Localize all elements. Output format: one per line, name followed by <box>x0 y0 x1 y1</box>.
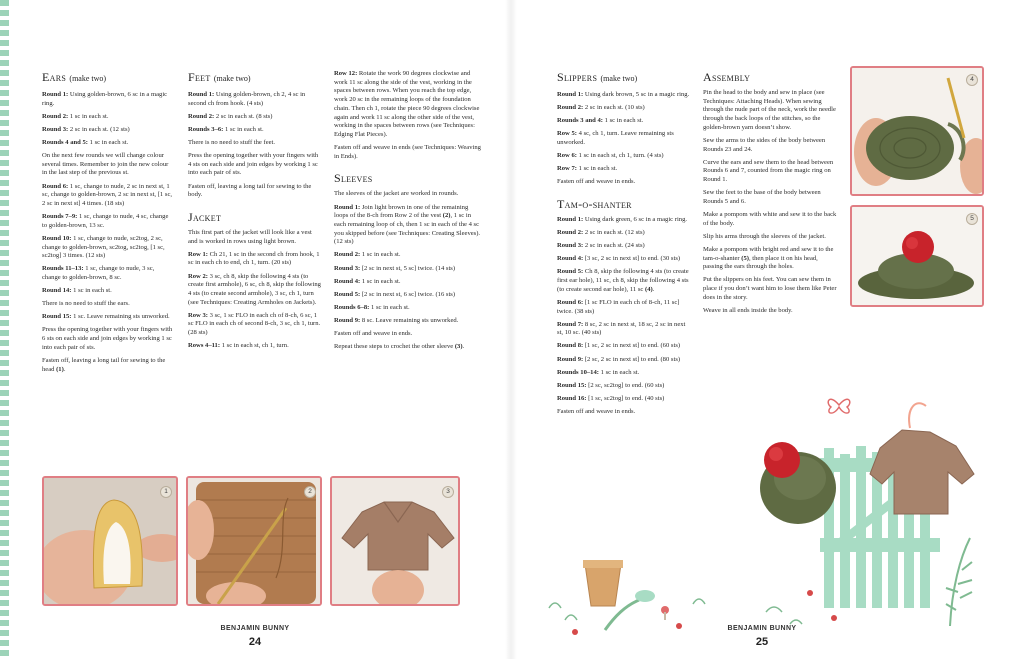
feet-rounds-3-6: Rounds 3–6: 1 sc in each st. <box>188 125 264 133</box>
assembly-step-4: Sew the feet to the base of the body between Rounds 5 and 6. <box>703 189 821 205</box>
sleeves-round-9: Round 9: 8 sc. Leave remaining sts unworked. <box>334 316 459 324</box>
slippers-round-1: Round 1: Using dark brown, 5 sc in a magic ring. <box>557 91 690 98</box>
sleeves-round-4: Round 4: 1 sc in each st. <box>334 277 401 285</box>
photo-hat-brim <box>850 66 984 196</box>
photo-vest <box>186 476 322 606</box>
assembly-step-1: Pin the head to the body and sew in place (see Techniques: Attaching Heads). When sewing through the nude part of the neck, work the needle through the back loops of the stitches, so the golden-brown yarn doesn’t show. <box>703 89 836 131</box>
butterfly-illustration <box>825 393 853 417</box>
ears-no-stuff: There is no need to stuff the ears. <box>42 300 130 308</box>
ears-rounds-11-13: Rounds 11–13: 1 sc, change to nude, 3 sc, change to golden-brown, 8 sc. <box>42 265 155 282</box>
slippers-row-7: Row 7: 1 sc in each st. <box>557 165 618 173</box>
ears-fasten: Fasten off, leaving a long tail for sewing to the head (1). <box>42 356 166 373</box>
hat-brim-illustration <box>852 68 984 196</box>
jacket-heading: Jacket <box>188 209 222 224</box>
sleeves-round-3: Round 3: [2 sc in next st, 5 sc] twice. (14 sts) <box>334 264 456 272</box>
slippers-row-6: Row 6: 1 sc in each st, ch 1, turn. (4 sts) <box>557 152 664 160</box>
garden-pot-illustration <box>545 560 725 640</box>
footer-right <box>712 625 812 648</box>
slippers-fasten: Fasten off and weave in ends. <box>557 178 636 186</box>
tam-round-15: Round 15: [2 sc, sc2tog] to end. (60 sts) <box>557 381 665 389</box>
sleeves-intro: The sleeves of the jacket are worked in rounds. <box>334 190 459 198</box>
jacket-rows-4-11: Rows 4–11: 1 sc in each st, ch 1, turn. <box>188 342 289 350</box>
garden-gate-illustration <box>760 388 990 638</box>
feet-jacket-column <box>188 70 321 355</box>
tam-round-7: Round 7: 8 sc, 2 sc in next st, 18 sc, 2 sc in next st, 10 sc. (40 sts) <box>557 320 686 337</box>
ears-heading: Ears (make two) <box>42 70 107 84</box>
page-edge-stripe <box>0 0 9 659</box>
ears-round-1: Round 1: Using golden-brown, 6 sc in a magic ring. <box>42 91 168 107</box>
vest-illustration <box>188 478 322 606</box>
ears-round-10: Round 10: 1 sc, change to nude, sc2tog, 2 sc, change to golden-brown, sc2tog, sc2tog, [1 sc, sc2tog] 3 times. (12 sts) <box>42 234 165 260</box>
tam-round-2: Round 2: 2 sc in each st. (12 sts) <box>557 229 645 237</box>
jacket-illustration <box>332 478 460 606</box>
jacket-row-3: Row 3: 3 sc, 1 sc FLO in each ch of 8-ch, 6 sc, 1 sc FLO in each ch of second 8-ch, 3 sc, ch 1, turn. (28 sts) <box>188 311 321 337</box>
sleeves-repeat: Repeat these steps to crochet the other sleeve (3). <box>334 343 465 351</box>
ears-colour-note: On the next few rounds we will change colour several times. Remember to join the new colour in the last step of the previous st. <box>42 152 169 177</box>
photo-finished-hat <box>850 205 984 307</box>
sleeves-round-5: Round 5: [2 sc in next st, 6 sc] twice. (16 sts) <box>334 290 456 298</box>
jacket-row-2: Row 2: 3 sc, ch 8, skip the following 4 sts (to create first armhole), 6 sc, ch 8, skip the following 4 sts (to create second armhole), 3 sc, ch 1, turn (see Techniques: Creating Armholes on Jackets). <box>188 272 321 306</box>
ears-press: Press the opening together with your fingers with 6 sts on each side and join edges by working 1 sc into each pair of sts. <box>42 326 173 351</box>
tam-round-1: Round 1: Using dark green, 6 sc in a magic ring. <box>557 215 688 223</box>
tam-round-9: Round 9: [2 sc, 2 sc in next st] to end. (80 sts) <box>557 355 681 363</box>
footer-left <box>205 625 305 648</box>
tam-round-8: Round 8: [1 sc, 2 sc in next st] to end. (60 sts) <box>557 342 681 350</box>
jacket-row-1: Row 1: Ch 21, 1 sc in the second ch from hook, 1 sc in each ch to end, ch 1, turn. (20 sts) <box>188 250 320 267</box>
sleeves-round-1: Round 1: Join light brown in one of the remaining loops of the 8-ch from Row 2 of the vest (2), 1 sc in each remaining loop of ch, then 1 sc in each of the 4 sc you skipped before (see Techniques: Creating Sleeves). (12 sts) <box>334 203 481 246</box>
feet-no-stuff: There is no need to stuff the feet. <box>188 138 276 146</box>
tam-round-4: Round 4: [3 sc, 2 sc in next st] to end. (30 sts) <box>557 255 681 263</box>
footer-right-title: BENJAMIN BUNNY <box>727 625 797 632</box>
assembly-step-6: Slip his arms through the sleeves of the jacket. <box>703 232 826 240</box>
tam-heading: Tam-o-shanter <box>557 196 632 211</box>
feet-fasten: Fasten off, leaving a long tail for sewing to the body. <box>188 182 312 199</box>
tam-fasten: Fasten off and weave in ends. <box>557 407 636 415</box>
assembly-column <box>703 70 837 320</box>
tam-rounds-10-14: Rounds 10–14: 1 sc in each st. <box>557 368 640 376</box>
ears-round-3: Round 3: 2 sc in each st. (12 sts) <box>42 125 130 133</box>
page-number-right: 25 <box>755 636 769 648</box>
slippers-rounds-3-4: Rounds 3 and 4: 1 sc in each st. <box>557 117 644 125</box>
footer-left-title: BENJAMIN BUNNY <box>220 625 290 632</box>
ears-round-6: Round 6: 1 sc, change to nude, 2 sc in next st, 1 sc, change to golden-brown, 2 sc in next st, [1 sc, 2 sc in next st] 4 times. (18 sts) <box>42 182 173 207</box>
jacket-intro: This first part of the jacket will look like a vest and is worked in rows using light brown. <box>188 228 312 245</box>
tam-round-5: Round 5: Ch 8, skip the following 4 sts (to create first ear hole), 11 sc, ch 8, skip the following 4 sts (to create second ear hole), 11 sc (4). <box>557 268 689 293</box>
page-number-left: 24 <box>248 636 262 648</box>
photo-number-3: 3 <box>442 486 454 498</box>
tam-round-6: Round 6: [1 sc FLO in each ch of 8-ch, 11 sc] twice. (38 sts) <box>557 298 680 315</box>
tam-round-3: Round 3: 2 sc in each st. (24 sts) <box>557 242 645 250</box>
slippers-heading: Slippers (make two) <box>557 70 638 84</box>
jacket-sleeves-column <box>334 70 484 356</box>
assembly-step-5: Make a pompom with white and sew it to the back of the body. <box>703 211 837 227</box>
book-gutter <box>505 0 517 659</box>
photo-ear <box>42 476 178 606</box>
slippers-row-5: Row 5: 4 sc, ch 1, turn. Leave remaining sts unworked. <box>557 130 674 146</box>
ears-section <box>42 70 174 379</box>
jacket-fasten: Fasten off and weave in ends (see Techniques: Weaving in Ends). <box>334 144 481 160</box>
assembly-step-3: Curve the ears and sew them to the head between Rounds 6 and 7, counted from the magic ring on Round 1. <box>703 158 834 184</box>
feet-heading: Feet (make two) <box>188 70 251 84</box>
photo-number-2: 2 <box>304 486 316 498</box>
photo-number-4: 4 <box>966 74 978 86</box>
sleeves-fasten: Fasten off and weave in ends. <box>334 329 413 337</box>
assembly-step-2: Sew the arms to the sides of the body between Rounds 23 and 24. <box>703 136 826 153</box>
photo-number-5: 5 <box>966 213 978 225</box>
ear-illustration <box>44 478 178 606</box>
tam-round-16: Round 16: [1 sc, sc2tog] to end. (40 sts) <box>557 394 665 402</box>
ears-rounds-4-5: Rounds 4 and 5: 1 sc in each st. <box>42 138 129 146</box>
feet-press: Press the opening together with your fingers with 4 sts on each side and join edges by working 1 sc into each pair of sts. <box>188 152 319 177</box>
sleeves-rounds-6-8: Rounds 6–8: 1 sc in each st. <box>334 303 410 311</box>
assembly-step-9: Weave in all ends inside the body. <box>703 306 793 314</box>
assembly-heading: Assembly <box>703 70 751 84</box>
ears-round-15: Round 15: 1 sc. Leave remaining sts unworked. <box>42 313 170 321</box>
photo-number-1: 1 <box>160 486 172 498</box>
feet-round-2: Round 2: 2 sc in each st. (8 sts) <box>188 112 273 120</box>
ears-rounds-7-9: Rounds 7–9: 1 sc, change to nude, 4 sc, change to golden-brown, 13 sc. <box>42 213 169 229</box>
assembly-step-8: Put the slippers on his feet. You can sew them in place if you don’t want him to lose them like Peter does in the story. <box>703 276 837 301</box>
sleeves-heading: Sleeves <box>334 171 373 186</box>
ears-round-14: Round 14: 1 sc in each st. <box>42 287 112 295</box>
photo-jacket <box>330 476 460 606</box>
feet-round-1: Round 1: Using golden-brown, ch 2, 4 sc in second ch from hook. (4 sts) <box>188 91 306 107</box>
ears-round-2: Round 2: 1 sc in each st. <box>42 112 109 120</box>
finished-hat-illustration <box>852 207 984 307</box>
jacket-row-12: Row 12: Rotate the work 90 degrees clockwise and work 11 sc along the side of the vest, working in the spaces between rows. When you reach the top edge, work 20 sc in the remaining loops of the foundation chain. Then ch 1, rotate the piece 90 degrees clockwise again and work 11 sc along the other side of the vest, working in the spaces between rows (see Techniques: Edging Flat Pieces). <box>334 70 480 138</box>
slippers-round-2: Round 2: 2 sc in each st. (10 sts) <box>557 104 645 112</box>
slippers-tam-column <box>557 70 691 421</box>
assembly-step-7: Make a pompom with bright red and sew it to the tam-o-shanter (5), then place it on his head, passing the ears through the holes. <box>703 245 834 271</box>
sleeves-round-2: Round 2: 1 sc in each st. <box>334 251 401 259</box>
